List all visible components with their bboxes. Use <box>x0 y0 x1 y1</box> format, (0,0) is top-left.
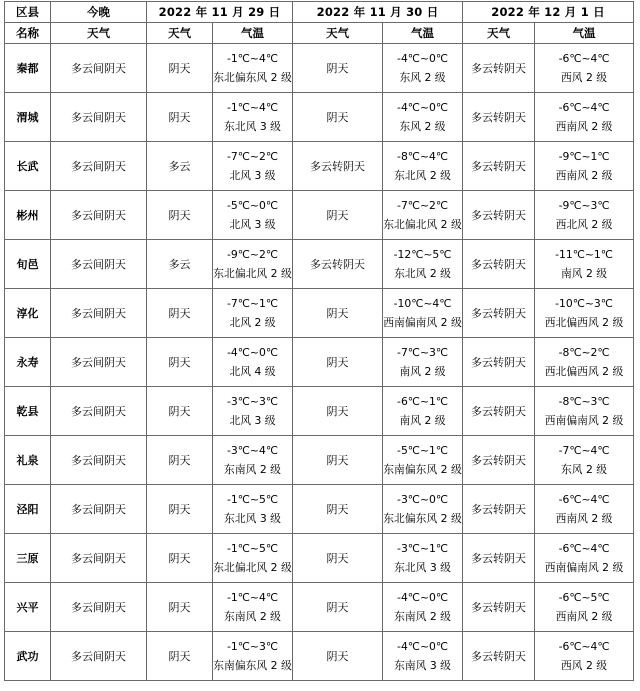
day3-temp-cell <box>535 534 634 583</box>
day1-weather-cell: 阴天 <box>147 387 213 436</box>
day3-temp-wind: 西北偏西风 2 级 <box>544 365 624 378</box>
day2-temp-cell <box>383 44 463 93</box>
day3-weather-cell: 多云转阴天 <box>463 142 535 191</box>
day1-temp-range: -1℃~5℃ <box>227 542 278 555</box>
day2-temp-cell <box>383 289 463 338</box>
day1-weather-cell: 多云 <box>147 142 213 191</box>
day2-temp-range: -4℃~0℃ <box>397 640 448 653</box>
day1-temp-cell <box>213 240 293 289</box>
day2-temp-range: -4℃~0℃ <box>397 591 448 604</box>
day2-temp-wind: 南风 2 级 <box>399 365 446 378</box>
tonight-weather-cell: 多云间阴天 <box>51 485 147 534</box>
table-row <box>5 534 634 583</box>
day3-temp-cell <box>535 93 634 142</box>
day1-temp-range: -3℃~3℃ <box>227 395 278 408</box>
county-name-cell: 秦都 <box>5 44 51 93</box>
day1-temp-wind: 北风 2 级 <box>229 316 276 329</box>
day2-temp-wind: 东北风 2 级 <box>394 169 451 182</box>
day2-temp-wind: 东南偏东风 2 级 <box>383 463 462 476</box>
day1-temp-wind: 北风 3 级 <box>229 169 276 182</box>
county-name-cell: 渭城 <box>5 93 51 142</box>
day3-weather-cell: 多云转阴天 <box>463 583 535 632</box>
day3-temp-range: -9℃~3℃ <box>558 199 610 212</box>
day1-weather-cell: 阴天 <box>147 485 213 534</box>
day2-weather-cell: 阴天 <box>293 485 383 534</box>
county-name-cell: 礼泉 <box>5 436 51 485</box>
day2-weather-header: 天气 <box>293 23 383 44</box>
day1-temp-wind: 东南风 2 级 <box>224 463 281 476</box>
day1-weather-cell: 多云 <box>147 240 213 289</box>
day3-weather-cell: 多云转阴天 <box>463 240 535 289</box>
day1-temp-header: 气温 <box>213 23 293 44</box>
day3-weather-cell: 多云转阴天 <box>463 338 535 387</box>
table-row <box>5 240 634 289</box>
day1-weather-cell: 阴天 <box>147 583 213 632</box>
day3-temp-range: -6℃~4℃ <box>558 493 610 506</box>
day1-temp-range: -3℃~4℃ <box>227 444 278 457</box>
day1-weather-cell: 阴天 <box>147 44 213 93</box>
day2-temp-wind: 东北风 3 级 <box>394 561 451 574</box>
tonight-weather-cell: 多云间阴天 <box>51 44 147 93</box>
county-name-cell: 三原 <box>5 534 51 583</box>
county-name-header: 名称 <box>5 23 51 44</box>
day3-temp-range: -6℃~4℃ <box>558 542 610 555</box>
day1-weather-cell: 阴天 <box>147 191 213 240</box>
day2-temp-cell <box>383 632 463 681</box>
day2-weather-cell: 阴天 <box>293 191 383 240</box>
tonight-weather-cell: 多云间阴天 <box>51 240 147 289</box>
day3-temp-cell <box>535 240 634 289</box>
day3-weather-cell: 多云转阴天 <box>463 387 535 436</box>
day3-temp-cell <box>535 436 634 485</box>
day2-temp-wind: 东风 2 级 <box>399 71 446 84</box>
day2-weather-cell: 阴天 <box>293 93 383 142</box>
county-name-cell: 泾阳 <box>5 485 51 534</box>
day3-temp-wind: 西南风 2 级 <box>555 610 613 623</box>
day2-weather-cell: 阴天 <box>293 436 383 485</box>
day1-temp-wind: 东北偏东风 2 级 <box>213 71 292 84</box>
day2-temp-wind: 东北偏东风 2 级 <box>383 512 462 525</box>
tonight-weather-header: 天气 <box>51 23 147 44</box>
day1-temp-cell <box>213 142 293 191</box>
day1-temp-wind: 东北偏北风 2 级 <box>213 267 292 280</box>
day3-temp-range: -6℃~4℃ <box>558 101 610 114</box>
day2-weather-cell: 阴天 <box>293 338 383 387</box>
day3-temp-wind: 东风 2 级 <box>560 463 608 476</box>
table-row <box>5 436 634 485</box>
day3-temp-wind: 西南风 2 级 <box>555 120 613 133</box>
tonight-weather-cell: 多云间阴天 <box>51 93 147 142</box>
day2-temp-header: 气温 <box>383 23 463 44</box>
day1-temp-range: -1℃~4℃ <box>227 591 278 604</box>
day2-temp-cell <box>383 534 463 583</box>
day2-temp-range: -3℃~0℃ <box>397 493 448 506</box>
day1-temp-cell <box>213 534 293 583</box>
day1-temp-cell <box>213 436 293 485</box>
day3-weather-cell: 多云转阴天 <box>463 436 535 485</box>
day2-temp-cell <box>383 142 463 191</box>
day2-weather-cell: 阴天 <box>293 387 383 436</box>
day3-weather-cell: 多云转阴天 <box>463 632 535 681</box>
day2-temp-range: -4℃~0℃ <box>397 101 448 114</box>
day1-weather-cell: 阴天 <box>147 93 213 142</box>
day3-temp-cell <box>535 44 634 93</box>
day2-temp-range: -6℃~1℃ <box>397 395 448 408</box>
day3-temp-range: -6℃~5℃ <box>558 591 610 604</box>
day3-temp-cell <box>535 485 634 534</box>
day2-temp-cell <box>383 583 463 632</box>
table-row <box>5 387 634 436</box>
day3-temp-wind: 西南风 2 级 <box>555 169 613 182</box>
tonight-weather-cell: 多云间阴天 <box>51 338 147 387</box>
day1-temp-cell <box>213 338 293 387</box>
day1-weather-cell: 阴天 <box>147 436 213 485</box>
day3-temp-range: -8℃~2℃ <box>558 346 610 359</box>
day2-temp-cell <box>383 436 463 485</box>
table-row <box>5 289 634 338</box>
day1-temp-wind: 北风 3 级 <box>229 414 276 427</box>
day1-temp-cell <box>213 387 293 436</box>
day1-weather-cell: 阴天 <box>147 632 213 681</box>
day2-temp-range: -12℃~5℃ <box>393 248 452 261</box>
day3-weather-cell: 多云转阴天 <box>463 289 535 338</box>
day1-temp-range: -1℃~3℃ <box>227 640 278 653</box>
day3-weather-cell: 多云转阴天 <box>463 534 535 583</box>
day3-temp-cell <box>535 338 634 387</box>
date-header-3: 2022 年 12 月 1 日 <box>463 2 634 23</box>
day1-temp-cell <box>213 583 293 632</box>
county-name-cell: 武功 <box>5 632 51 681</box>
county-name-cell: 彬州 <box>5 191 51 240</box>
forecast-table <box>4 1 634 681</box>
county-column-header: 区县 <box>5 2 51 23</box>
day1-temp-range: -1℃~5℃ <box>227 493 278 506</box>
day2-temp-range: -10℃~4℃ <box>393 297 452 310</box>
day1-temp-cell <box>213 93 293 142</box>
date-header-1: 2022 年 11 月 29 日 <box>147 2 293 23</box>
tonight-weather-cell: 多云间阴天 <box>51 436 147 485</box>
day2-weather-cell: 阴天 <box>293 289 383 338</box>
day2-weather-cell: 阴天 <box>293 583 383 632</box>
day2-temp-range: -8℃~4℃ <box>397 150 448 163</box>
day2-temp-wind: 东北偏北风 2 级 <box>383 218 462 231</box>
day2-weather-cell: 阴天 <box>293 44 383 93</box>
day1-temp-wind: 东北风 3 级 <box>224 512 281 525</box>
day1-temp-range: -7℃~2℃ <box>227 150 278 163</box>
day3-temp-range: -8℃~3℃ <box>558 395 610 408</box>
table-row <box>5 142 634 191</box>
day3-temp-header: 气温 <box>535 23 634 44</box>
day1-temp-range: -1℃~4℃ <box>227 101 278 114</box>
day1-temp-wind: 北风 3 级 <box>229 218 276 231</box>
day1-temp-cell <box>213 289 293 338</box>
day2-temp-range: -4℃~0℃ <box>397 52 448 65</box>
date-header-2: 2022 年 11 月 30 日 <box>293 2 463 23</box>
day1-temp-cell <box>213 485 293 534</box>
day3-temp-wind: 西风 2 级 <box>560 71 608 84</box>
day3-temp-cell <box>535 632 634 681</box>
table-row <box>5 485 634 534</box>
day3-temp-wind: 西南偏南风 2 级 <box>544 561 624 574</box>
county-name-cell: 兴平 <box>5 583 51 632</box>
day2-weather-cell: 阴天 <box>293 534 383 583</box>
day1-weather-cell: 阴天 <box>147 289 213 338</box>
day1-temp-cell <box>213 44 293 93</box>
table-row <box>5 583 634 632</box>
tonight-weather-cell: 多云间阴天 <box>51 191 147 240</box>
day1-temp-range: -4℃~0℃ <box>227 346 278 359</box>
day3-temp-wind: 西风 2 级 <box>560 659 608 672</box>
day3-temp-wind: 西南偏南风 2 级 <box>544 414 624 427</box>
tonight-weather-cell: 多云间阴天 <box>51 632 147 681</box>
day3-temp-wind: 西北风 2 级 <box>555 218 613 231</box>
day3-weather-cell: 多云转阴天 <box>463 44 535 93</box>
day3-weather-header: 天气 <box>463 23 535 44</box>
day2-temp-cell <box>383 387 463 436</box>
day3-temp-range: -7℃~4℃ <box>558 444 610 457</box>
day2-temp-cell <box>383 485 463 534</box>
day1-weather-cell: 阴天 <box>147 534 213 583</box>
day3-temp-wind: 西北偏西风 2 级 <box>544 316 624 329</box>
day2-temp-cell <box>383 240 463 289</box>
day2-temp-cell <box>383 338 463 387</box>
day2-temp-range: -7℃~2℃ <box>397 199 448 212</box>
day2-temp-cell <box>383 93 463 142</box>
day1-temp-range: -7℃~1℃ <box>227 297 278 310</box>
day3-weather-cell: 多云转阴天 <box>463 485 535 534</box>
day3-temp-wind: 南风 2 级 <box>560 267 608 280</box>
header-row-1 <box>5 2 634 23</box>
table-row <box>5 632 634 681</box>
day1-temp-wind: 东北风 3 级 <box>224 120 281 133</box>
day3-temp-cell <box>535 191 634 240</box>
county-name-cell: 淳化 <box>5 289 51 338</box>
table-row <box>5 44 634 93</box>
day1-weather-cell: 阴天 <box>147 338 213 387</box>
day3-temp-wind: 西南风 2 级 <box>555 512 613 525</box>
tonight-weather-cell: 多云间阴天 <box>51 534 147 583</box>
tonight-weather-cell: 多云间阴天 <box>51 387 147 436</box>
day3-temp-cell <box>535 289 634 338</box>
day2-temp-wind: 东风 2 级 <box>399 120 446 133</box>
day2-weather-cell: 多云转阴天 <box>293 240 383 289</box>
tonight-weather-cell: 多云间阴天 <box>51 583 147 632</box>
day1-temp-wind: 东北偏北风 2 级 <box>213 561 292 574</box>
county-name-cell: 永寿 <box>5 338 51 387</box>
tonight-weather-cell: 多云间阴天 <box>51 289 147 338</box>
day1-temp-cell <box>213 191 293 240</box>
day2-temp-wind: 西南偏南风 2 级 <box>383 316 462 329</box>
day3-temp-range: -6℃~4℃ <box>558 640 610 653</box>
tonight-weather-cell: 多云间阴天 <box>51 142 147 191</box>
day3-temp-range: -11℃~1℃ <box>555 248 613 261</box>
day1-weather-header: 天气 <box>147 23 213 44</box>
day2-temp-wind: 南风 2 级 <box>399 414 446 427</box>
day1-temp-wind: 东南风 2 级 <box>224 610 281 623</box>
day3-temp-range: -10℃~3℃ <box>555 297 613 310</box>
day2-temp-range: -7℃~3℃ <box>397 346 448 359</box>
day3-temp-range: -9℃~1℃ <box>558 150 610 163</box>
day1-temp-range: -5℃~0℃ <box>227 199 278 212</box>
day1-temp-cell <box>213 632 293 681</box>
day3-temp-cell <box>535 387 634 436</box>
day1-temp-range: -9℃~2℃ <box>227 248 278 261</box>
tonight-header: 今晚 <box>51 2 147 23</box>
day3-temp-cell <box>535 583 634 632</box>
day2-temp-range: -5℃~1℃ <box>397 444 448 457</box>
day2-temp-cell <box>383 191 463 240</box>
county-name-cell: 旬邑 <box>5 240 51 289</box>
day3-weather-cell: 多云转阴天 <box>463 93 535 142</box>
day3-temp-range: -6℃~4℃ <box>558 52 610 65</box>
day1-temp-wind: 东南偏东风 2 级 <box>213 659 292 672</box>
day2-temp-range: -3℃~1℃ <box>397 542 448 555</box>
day2-temp-wind: 东北风 2 级 <box>394 267 451 280</box>
day2-weather-cell: 阴天 <box>293 632 383 681</box>
day2-weather-cell: 多云转阴天 <box>293 142 383 191</box>
header-row-2 <box>5 23 634 44</box>
day2-temp-wind: 东南风 2 级 <box>394 610 451 623</box>
table-row <box>5 93 634 142</box>
day3-weather-cell: 多云转阴天 <box>463 191 535 240</box>
county-name-cell: 长武 <box>5 142 51 191</box>
day1-temp-wind: 北风 4 级 <box>229 365 276 378</box>
forecast-table-body <box>5 44 634 681</box>
table-row <box>5 338 634 387</box>
day1-temp-range: -1℃~4℃ <box>227 52 278 65</box>
county-name-cell: 乾县 <box>5 387 51 436</box>
table-row <box>5 191 634 240</box>
day2-temp-wind: 东南风 3 级 <box>394 659 451 672</box>
day3-temp-cell <box>535 142 634 191</box>
